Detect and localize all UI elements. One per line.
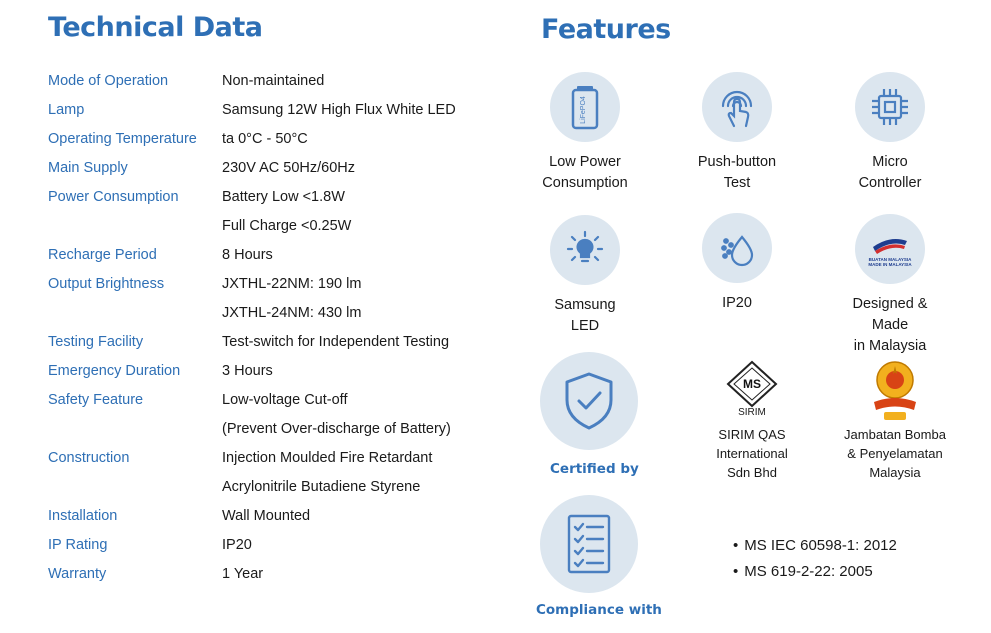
standard-item: • MS 619-2-22: 2005 [733, 559, 897, 585]
spec-value: Samsung 12W High Flux White LED [222, 102, 456, 118]
spec-row [48, 302, 508, 324]
battery-icon [550, 72, 620, 142]
spec-value: 1 Year [222, 566, 264, 582]
spec-row [48, 186, 508, 208]
led-bulb-icon [550, 215, 620, 285]
spec-label: Operating Temperature [48, 131, 197, 147]
feature-label: Controller [858, 175, 922, 191]
spec-value: Test-switch for Independent Testing [222, 334, 450, 350]
spec-value: IP20 [222, 537, 252, 553]
spec-row [48, 563, 508, 585]
spec-label: Lamp [48, 102, 85, 118]
spec-value: (Prevent Over-discharge of Battery) [222, 421, 451, 437]
spec-label: Warranty [48, 566, 107, 582]
spec-label: Mode of Operation [48, 73, 169, 89]
spec-row [48, 476, 508, 498]
feature-label: IP20 [722, 295, 752, 311]
svg-text:LiFePO4: LiFePO4 [580, 96, 587, 124]
spec-label: Testing Facility [48, 334, 144, 350]
spec-value: Full Charge <0.25W [222, 218, 352, 234]
buatan-malaysia-icon [855, 214, 925, 284]
spec-row [48, 157, 508, 179]
spec-value: JXTHL-24NM: 430 lm [222, 305, 362, 321]
spec-row [48, 447, 508, 469]
spec-value: Low-voltage Cut-off [222, 392, 348, 408]
spec-label: Installation [48, 508, 118, 524]
spec-label: Power Consumption [48, 189, 179, 205]
feature-label: Made [871, 317, 909, 333]
feature-label: Test [723, 175, 751, 191]
sirim-line: Sdn Bhd [727, 465, 777, 480]
technical-data-title: Technical Data [48, 12, 263, 43]
feature-label: Consumption [542, 175, 628, 191]
spec-label: Construction [48, 450, 130, 466]
spec-label: Main Supply [48, 160, 128, 176]
bomba-caption [815, 425, 975, 482]
sirim-logo [724, 360, 780, 408]
spec-value: Wall Mounted [222, 508, 311, 524]
bomba-line: Malaysia [869, 465, 921, 480]
spec-value: JXTHL-22NM: 190 lm [222, 276, 362, 292]
spec-value: ta 0°C - 50°C [222, 131, 308, 147]
feature-label: in Malaysia [853, 338, 927, 354]
spec-label: IP Rating [48, 537, 108, 553]
spec-label: Emergency Duration [48, 363, 181, 379]
feature-samsung-led [510, 215, 660, 337]
feature-made-in-malaysia [815, 214, 965, 357]
spec-row [48, 215, 508, 237]
standard-item: • MS IEC 60598-1: 2012 [733, 533, 897, 559]
compliance-standards-list [733, 533, 897, 585]
compliance-caption: Compliance with [536, 602, 662, 618]
feature-ip20 [662, 213, 812, 314]
feature-label: LED [570, 318, 600, 334]
push-button-icon [702, 72, 772, 142]
certified-by-caption: Certified by [550, 461, 639, 477]
spec-value: 3 Hours [222, 363, 273, 379]
svg-text:BUATAN MALAYSIA: BUATAN MALAYSIA [868, 257, 912, 262]
checklist-icon [540, 495, 638, 593]
feature-label: Samsung [554, 297, 616, 313]
spec-value: 8 Hours [222, 247, 273, 263]
spec-row [48, 418, 508, 440]
feature-label: Push-button [697, 154, 777, 170]
shield-check-icon [540, 352, 638, 450]
feature-label: Micro [872, 154, 908, 170]
spec-row [48, 389, 508, 411]
feature-push-button [662, 72, 812, 194]
svg-text:MADE IN MALAYSIA: MADE IN MALAYSIA [868, 262, 912, 267]
spec-row [48, 70, 508, 92]
spec-row [48, 505, 508, 527]
feature-low-power [510, 72, 660, 194]
sirim-line: International [716, 446, 788, 461]
sirim-caption [672, 425, 832, 482]
bomba-line: & Penyelamatan [847, 446, 943, 461]
spec-row [48, 273, 508, 295]
spec-value: Acrylonitrile Butadiene Styrene [222, 479, 421, 495]
spec-value: Non-maintained [222, 73, 325, 89]
features-title: Features [541, 14, 671, 45]
bomba-crest-icon [866, 356, 924, 424]
water-drop-icon [702, 213, 772, 283]
svg-text:MS: MS [743, 377, 761, 391]
spec-row [48, 331, 508, 353]
spec-label: Safety Feature [48, 392, 144, 408]
sirim-logo-label: SIRIM [738, 407, 766, 418]
spec-row [48, 244, 508, 266]
bomba-line: Jambatan Bomba [844, 427, 946, 442]
spec-row [48, 534, 508, 556]
spec-row [48, 128, 508, 150]
sirim-line: SIRIM QAS [718, 427, 786, 442]
spec-value: Battery Low <1.8W [222, 189, 345, 205]
spec-row [48, 360, 508, 382]
spec-value: Injection Moulded Fire Retardant [222, 450, 433, 466]
microchip-icon [855, 72, 925, 142]
feature-micro-controller [815, 72, 965, 194]
spec-label: Output Brightness [48, 276, 165, 292]
spec-label: Recharge Period [48, 247, 157, 263]
spec-row [48, 99, 508, 121]
feature-label: Designed & [852, 296, 928, 312]
feature-label: Low Power [549, 154, 621, 170]
spec-value: 230V AC 50Hz/60Hz [222, 160, 355, 176]
